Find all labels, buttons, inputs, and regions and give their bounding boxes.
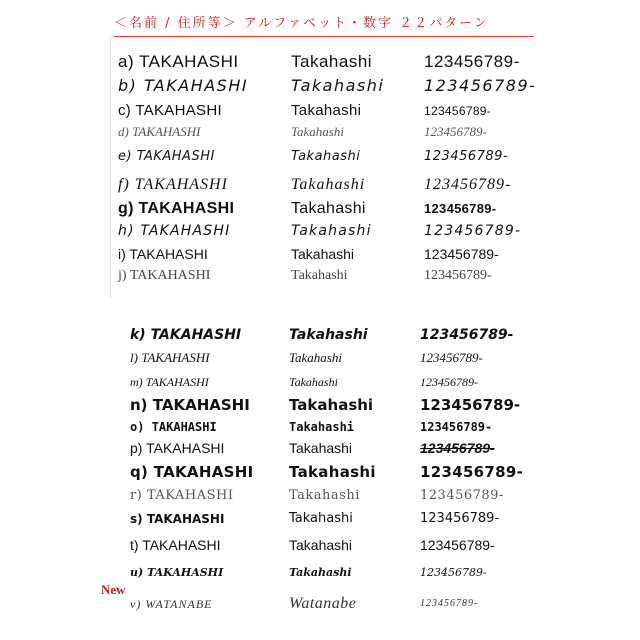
name-sample: TAKAHASHI xyxy=(129,246,208,262)
name-sample: TAKAHASHI xyxy=(141,350,210,365)
name-sample: TAKAHASHI xyxy=(153,463,254,481)
numbers-sample: 123456789- xyxy=(424,201,497,216)
numbers-sample: 123456789- xyxy=(424,149,509,164)
numbers-sample: 123456789- xyxy=(420,420,493,434)
row-label: i) xyxy=(118,246,126,262)
name-sample: TAKAHASHI xyxy=(150,327,242,343)
script-sample: Takahashi xyxy=(289,420,355,434)
script-sample: Takahashi xyxy=(291,76,385,95)
name-sample: TAKAHASHI xyxy=(138,200,235,217)
name-sample: TAKAHASHI xyxy=(145,375,209,389)
row-label: r) xyxy=(130,488,143,503)
row-label-name xyxy=(118,120,200,144)
numbers-sample: 123456789- xyxy=(420,537,495,553)
row-label: n) xyxy=(130,396,148,414)
row-label-name xyxy=(130,323,241,347)
row-label: h) xyxy=(118,223,135,239)
name-sample: TAKAHASHI xyxy=(134,176,228,193)
row-label-name xyxy=(130,533,221,557)
name-sample: TAKAHASHI xyxy=(142,537,221,553)
sample-row-e xyxy=(0,145,640,169)
row-label: g) xyxy=(118,200,134,217)
row-label-name xyxy=(118,242,208,266)
sample-row-v xyxy=(0,592,640,616)
row-label-name xyxy=(118,145,215,169)
name-sample: TAKAHASHI xyxy=(151,420,217,434)
script-sample: Takahashi xyxy=(289,488,360,503)
script-sample: Takahashi xyxy=(289,440,353,456)
numbers-sample: 123456789- xyxy=(424,52,520,71)
numbers-sample: 123456789- xyxy=(424,246,499,262)
script-sample: Takahashi xyxy=(291,223,372,239)
name-sample: TAKAHASHI xyxy=(152,396,250,414)
name-sample: TAKAHASHI xyxy=(139,52,239,71)
sample-row-f xyxy=(0,173,640,197)
row-label: e) xyxy=(118,149,133,164)
sample-row-b xyxy=(0,74,640,98)
row-label-name xyxy=(118,173,228,197)
row-label: s) xyxy=(130,512,143,526)
numbers-sample: 123456789- xyxy=(420,598,479,609)
row-label-name xyxy=(130,484,233,508)
script-sample: Takahashi xyxy=(291,149,361,164)
row-label-name xyxy=(118,197,234,221)
row-label: l) xyxy=(130,350,138,365)
numbers-sample: 123456789- xyxy=(424,76,537,95)
row-label-name xyxy=(130,370,209,394)
sample-row-r xyxy=(0,484,640,508)
script-sample: Takahashi xyxy=(291,176,366,193)
script-sample: Takahashi xyxy=(291,52,373,71)
row-label-name xyxy=(130,507,224,531)
row-label-name xyxy=(118,219,230,243)
sample-row-u xyxy=(0,561,640,585)
name-sample: TAKAHASHI xyxy=(132,124,201,139)
new-badge: New xyxy=(101,582,126,597)
row-label-name xyxy=(130,436,224,460)
row-label-name xyxy=(130,460,253,484)
name-sample: WATANABE xyxy=(145,597,213,611)
script-sample: Takahashi xyxy=(289,537,353,553)
title-underline xyxy=(114,36,534,37)
script-sample: Watanabe xyxy=(289,595,357,612)
numbers-sample: 123456789- xyxy=(424,268,492,283)
script-sample: Takahashi xyxy=(291,102,362,119)
name-sample: TAKAHASHI xyxy=(140,223,231,239)
numbers-sample: 123456789- xyxy=(420,396,521,414)
row-label: a) xyxy=(118,52,135,71)
name-sample: TAKAHASHI xyxy=(135,102,222,119)
script-sample: Takahashi xyxy=(289,566,352,579)
row-label-name xyxy=(130,393,250,417)
row-label: k) xyxy=(130,327,146,343)
row-label-name xyxy=(130,561,223,585)
row-label: b) xyxy=(118,76,138,95)
numbers-sample: 123456789- xyxy=(420,375,478,389)
sample-row-h xyxy=(0,219,640,243)
row-label: m) xyxy=(130,375,143,389)
sample-row-k xyxy=(0,323,640,347)
row-label: d) xyxy=(118,124,129,139)
name-sample: TAKAHASHI xyxy=(146,488,234,503)
script-sample: Takahashi xyxy=(291,124,344,139)
script-sample: Takahashi xyxy=(289,350,342,365)
sample-row-g xyxy=(0,197,640,221)
script-sample: Takahashi xyxy=(289,327,368,343)
row-label: q) xyxy=(130,463,149,481)
row-label-name xyxy=(130,346,210,370)
row-label: f) xyxy=(118,176,130,193)
name-sample: TAKAHASHI xyxy=(146,512,225,526)
name-sample: TAKAHASHI xyxy=(136,149,215,164)
sample-row-m xyxy=(0,370,640,394)
script-sample: Takahashi xyxy=(291,200,366,217)
numbers-sample: 123456789- xyxy=(420,463,524,481)
sample-row-d xyxy=(0,120,640,144)
name-sample: TAKAHASHI xyxy=(129,268,211,283)
row-label: v) xyxy=(130,597,142,611)
name-sample: TAKAHASHI xyxy=(144,76,249,95)
sample-row-n xyxy=(0,393,640,417)
numbers-sample: 123456789- xyxy=(420,327,514,343)
sample-row-l xyxy=(0,346,640,370)
script-sample: Takahashi xyxy=(289,463,376,481)
row-label-name xyxy=(118,50,239,74)
row-label-name xyxy=(118,74,248,98)
numbers-sample: 123456789- xyxy=(420,511,500,526)
numbers-sample: 123456789- xyxy=(424,104,492,118)
row-label: t) xyxy=(130,537,139,553)
numbers-sample: 123456789- xyxy=(420,488,504,503)
script-sample: Takahashi xyxy=(289,375,338,389)
name-sample: TAKAHASHI xyxy=(146,440,225,456)
row-label: u) xyxy=(130,566,144,579)
script-sample: Takahashi xyxy=(289,396,374,414)
numbers-sample: 123456789- xyxy=(424,223,522,239)
sample-row-a xyxy=(0,50,640,74)
sample-row-s xyxy=(0,507,640,531)
script-sample: Takahashi xyxy=(291,246,355,262)
sample-row-q xyxy=(0,460,640,484)
sample-row-t xyxy=(0,533,640,557)
row-label: o) xyxy=(130,420,145,434)
sample-row-j xyxy=(0,264,640,288)
numbers-sample: 123456789- xyxy=(420,440,495,456)
numbers-sample: 123456789- xyxy=(420,566,487,579)
sample-row-p xyxy=(0,436,640,460)
sample-row-i xyxy=(0,242,640,266)
row-label: p) xyxy=(130,440,143,456)
row-label-name xyxy=(130,592,212,616)
name-sample: TAKAHASHI xyxy=(147,566,224,579)
sheet-title: ＜名前 / 住所等＞ アルファベット・数字 ２２パターン xyxy=(114,16,489,31)
script-sample: Takahashi xyxy=(291,268,348,283)
row-label-name xyxy=(118,264,210,288)
numbers-sample: 123456789- xyxy=(420,350,483,365)
row-label: c) xyxy=(118,102,132,119)
numbers-sample: 123456789- xyxy=(424,176,512,193)
numbers-sample: 123456789- xyxy=(424,124,487,139)
row-label: j) xyxy=(118,268,127,283)
script-sample: Takahashi xyxy=(289,511,353,526)
